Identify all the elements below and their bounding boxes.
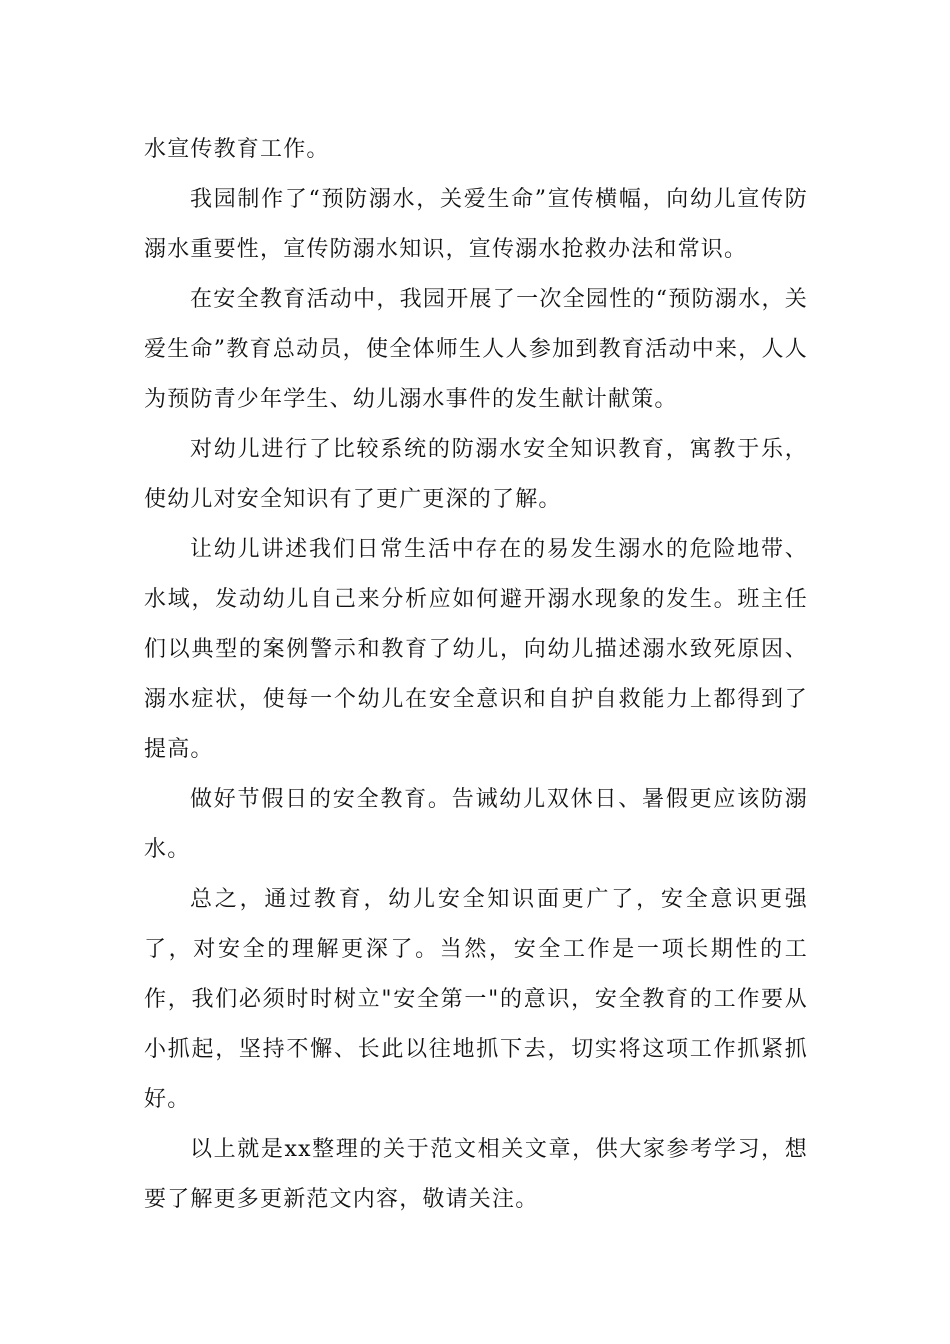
paragraph-summary: 总之，通过教育，幼儿安全知识面更广了，安全意识更强了，对安全的理解更深了。当然，安全工作是一项长期性的工作，我们必须时时树立"安全第一"的意识，安全教育的工作要从小抓起，坚持不懈、长此以往地抓下去，切实将这项工作抓紧抓好。 — [144, 887, 808, 1112]
paragraph-danger-zones: 让幼儿讲述我们日常生活中存在的易发生溺水的危险地带、水域，发动幼儿自己来分析应如何避开溺水现象的发生。班主任们以典型的案例警示和教育了幼儿，向幼儿描述溺水致死原因、溺水症状，使每一个幼儿在安全意识和自护自救能力上都得到了提高。 — [144, 537, 808, 762]
paragraph-banner: 我园制作了“预防溺水，关爱生命”宣传横幅，向幼儿宣传防溺水重要性，宣传防溺水知识，宣传溺水抢救办法和常识。 — [144, 187, 808, 262]
paragraph-mobilization: 在安全教育活动中，我园开展了一次全园性的“预防溺水，关爱生命”教育总动员，使全体师生人人参加到教育活动中来，人人为预防青少年学生、幼儿溺水事件的发生献计献策。 — [144, 287, 808, 412]
paragraph-continuation: 水宣传教育工作。 — [144, 137, 330, 162]
document-body — [144, 125, 808, 1225]
paragraph-knowledge-education: 对幼儿进行了比较系统的防溺水安全知识教育，寓教于乐，使幼儿对安全知识有了更广更深的了解。 — [144, 437, 808, 512]
paragraph-closing-note: 以上就是xx整理的关于范文相关文章，供大家参考学习，想要了解更多更新范文内容，敬请关注。 — [144, 1137, 808, 1212]
paragraph-holiday-safety: 做好节假日的安全教育。告诫幼儿双休日、暑假更应该防溺水。 — [144, 787, 808, 862]
